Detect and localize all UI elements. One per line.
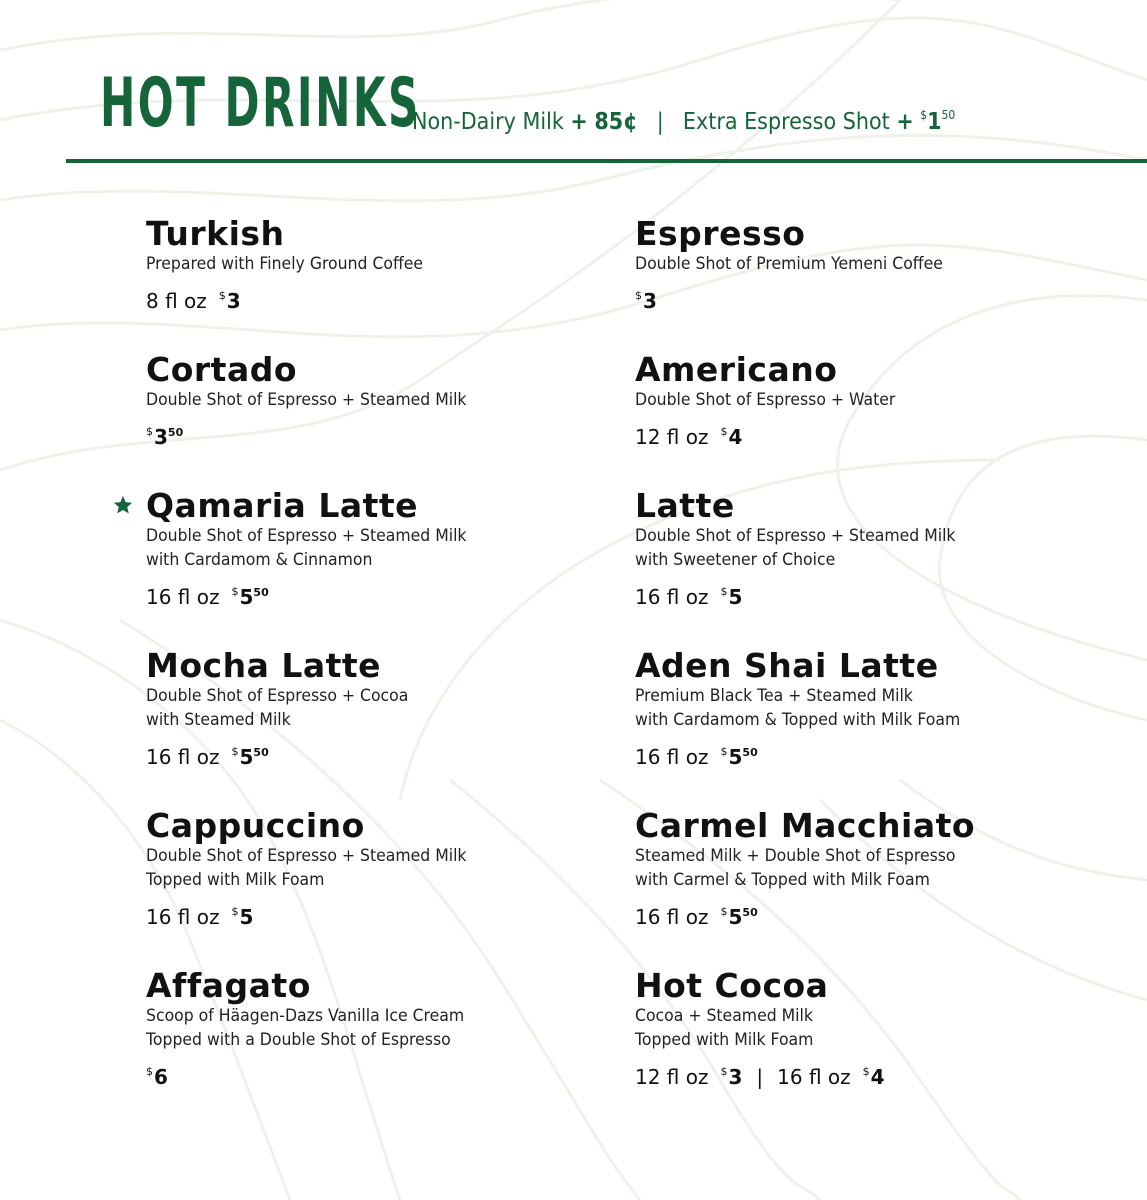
item-name: Americano: [635, 350, 838, 389]
item-price: [635, 738, 1055, 771]
item-description-line2: Topped with Milk Foam: [635, 1030, 814, 1049]
item-name: Espresso: [635, 214, 806, 253]
item-description-line2: with Cardamom & Topped with Milk Foam: [635, 710, 961, 729]
espresso-shot-plus: +: [896, 109, 914, 135]
item-name: Cappuccino: [146, 806, 365, 845]
item-size: 16 fl oz: [635, 585, 709, 609]
price-whole: 5: [239, 905, 254, 929]
currency-symbol: $: [720, 905, 728, 918]
currency-symbol: $: [218, 289, 226, 302]
menu-item-cortado: [146, 352, 566, 451]
currency-symbol: $: [146, 1065, 153, 1078]
item-size: 16 fl oz: [146, 905, 220, 929]
item-description: Double Shot of Premium Yemeni Coffee: [635, 254, 943, 273]
item-description: Cocoa + Steamed Milk: [635, 1006, 813, 1025]
currency-symbol: $: [720, 745, 728, 758]
item-size: 12 fl oz: [635, 1065, 709, 1089]
price-whole: 3: [154, 425, 168, 449]
currency-symbol: $: [720, 585, 728, 598]
item-description: Premium Black Tea + Steamed Milk: [635, 686, 913, 705]
price-cents: 50: [253, 586, 269, 599]
price-whole: 5: [728, 745, 743, 769]
menu-item-hot-cocoa: [635, 968, 1055, 1091]
item-description: Double Shot of Espresso + Steamed Milk: [146, 526, 467, 545]
price-whole: 3: [643, 289, 657, 313]
item-price: [635, 282, 1055, 315]
item-price: [146, 282, 566, 315]
item-price: [635, 898, 1055, 931]
price-whole-large: 4: [870, 1065, 885, 1089]
item-description-line2: with Cardamom & Cinnamon: [146, 550, 373, 569]
item-price: [635, 418, 1055, 451]
star-icon: [112, 494, 134, 516]
menu-item-espresso: [635, 216, 1055, 315]
item-price: [635, 1058, 1055, 1091]
currency-symbol: $: [231, 905, 239, 918]
price-separator: |: [756, 1065, 764, 1089]
extras-separator: |: [656, 109, 664, 135]
item-name: Affagato: [146, 966, 311, 1005]
currency-symbol: $: [146, 425, 153, 438]
item-description: Double Shot of Espresso + Steamed Milk: [146, 390, 467, 409]
item-description-line2: with Carmel & Topped with Milk Foam: [635, 870, 930, 889]
price-whole: 5: [728, 585, 743, 609]
currency-symbol: $: [862, 1065, 870, 1078]
item-name: Hot Cocoa: [635, 966, 829, 1005]
price-cents: 50: [742, 906, 758, 919]
item-size: 8 fl oz: [146, 289, 207, 313]
price-cents: 50: [742, 746, 758, 759]
currency-symbol: $: [720, 1065, 728, 1078]
price-whole: 4: [728, 425, 743, 449]
menu-item-americano: [635, 352, 1055, 451]
item-description-line2: Topped with Milk Foam: [146, 870, 325, 889]
menu-item-latte: [635, 488, 1055, 611]
page-title: HOT DRINKS: [100, 64, 421, 143]
item-price: [146, 418, 566, 451]
non-dairy-label: Non-Dairy Milk: [412, 109, 564, 135]
currency-symbol: $: [635, 289, 642, 302]
currency-symbol: $: [231, 745, 239, 758]
item-description: Double Shot of Espresso + Water: [635, 390, 896, 409]
non-dairy-plus: +: [570, 109, 588, 135]
price-cents: 50: [167, 426, 184, 439]
menu-item-qamaria-latte: [146, 488, 566, 611]
header-divider: [66, 159, 1147, 163]
item-description-line2: Topped with a Double Shot of Espresso: [146, 1030, 451, 1049]
menu-item-affagato: [146, 968, 566, 1091]
item-size: 16 fl oz: [635, 905, 709, 929]
item-name: Latte: [635, 486, 735, 525]
menu-item-carmel-macchiato: [635, 808, 1055, 931]
item-size: 16 fl oz: [146, 745, 220, 769]
item-size: 16 fl oz: [635, 745, 709, 769]
item-price: [146, 578, 566, 611]
price-whole: 5: [239, 585, 254, 609]
currency-symbol: $: [231, 585, 239, 598]
item-description: Steamed Milk + Double Shot of Espresso: [635, 846, 956, 865]
espresso-shot-dollar: $: [920, 108, 928, 122]
currency-symbol: $: [720, 425, 728, 438]
item-description: Scoop of Häagen-Dazs Vanilla Ice Cream: [146, 1006, 465, 1025]
item-description: Double Shot of Espresso + Cocoa: [146, 686, 409, 705]
menu-item-cappuccino: [146, 808, 566, 931]
item-size: 12 fl oz: [635, 425, 709, 449]
espresso-shot-whole: 1: [927, 109, 942, 135]
price-cents: 50: [253, 746, 269, 759]
item-price: [146, 738, 566, 771]
item-description: Double Shot of Espresso + Steamed Milk: [146, 846, 467, 865]
item-name: Turkish: [146, 214, 285, 253]
item-name: Qamaria Latte: [146, 486, 419, 525]
add-ons-info: [412, 108, 955, 135]
price-whole: 5: [239, 745, 254, 769]
item-price: [635, 578, 1055, 611]
item-description-line2: with Steamed Milk: [146, 710, 291, 729]
item-name: Aden Shai Latte: [635, 646, 939, 685]
item-name: Carmel Macchiato: [635, 806, 976, 845]
espresso-shot-cents: 50: [941, 108, 956, 122]
item-description: Double Shot of Espresso + Steamed Milk: [635, 526, 956, 545]
item-description: Prepared with Finely Ground Coffee: [146, 254, 424, 273]
item-price: [146, 898, 566, 931]
non-dairy-price: 85¢: [594, 109, 638, 135]
menu-item-turkish: [146, 216, 566, 315]
price-whole: 3: [226, 289, 241, 313]
price-whole: 5: [728, 905, 743, 929]
price-whole: 3: [728, 1065, 743, 1089]
item-size: 16 fl oz: [146, 585, 220, 609]
price-whole: 6: [154, 1065, 168, 1089]
item-description-line2: with Sweetener of Choice: [635, 550, 836, 569]
espresso-shot-label: Extra Espresso Shot: [682, 109, 890, 135]
menu-item-mocha-latte: [146, 648, 566, 771]
item-price: [146, 1058, 566, 1091]
item-size-large: 16 fl oz: [777, 1065, 851, 1089]
menu-item-aden-shai-latte: [635, 648, 1055, 771]
item-name: Mocha Latte: [146, 646, 382, 685]
item-name: Cortado: [146, 350, 298, 389]
